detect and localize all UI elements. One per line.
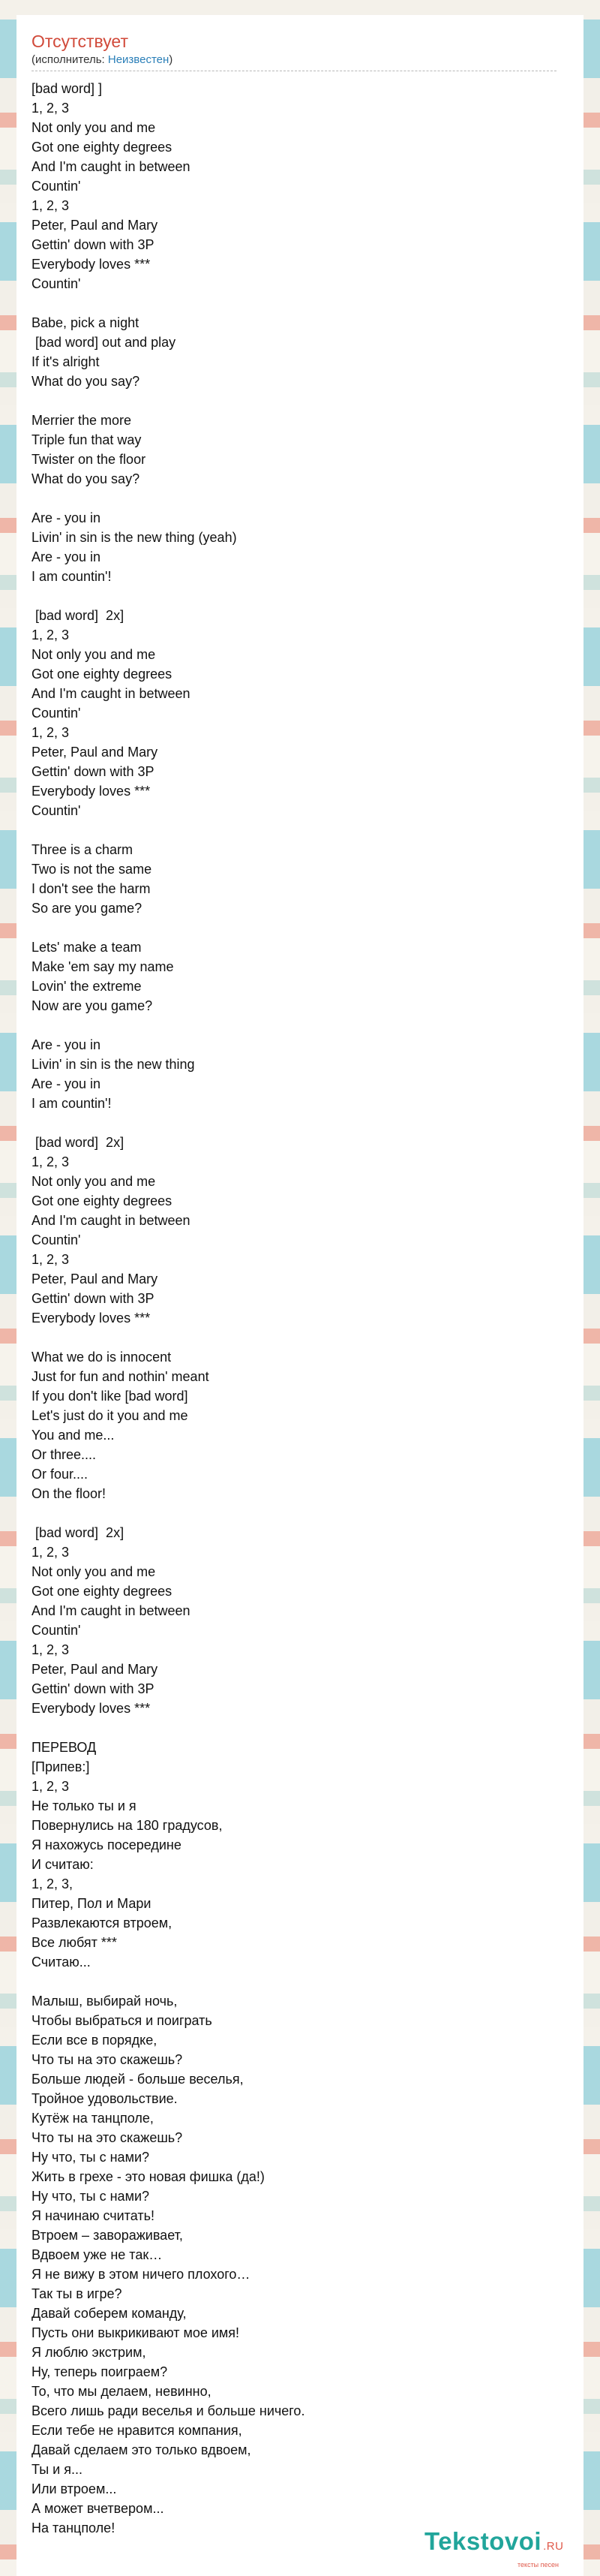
lyric-line: Больше людей - больше веселья, [32, 2072, 244, 2087]
lyric-line: So are you game? [32, 901, 142, 916]
lyric-line: And I'm caught in between [32, 159, 190, 174]
lyric-line: Twister on the floor [32, 452, 146, 467]
logo-domain: .RU [543, 2540, 564, 2553]
lyric-line: Countin' [32, 276, 81, 291]
lyric-line: 1, 2, 3 [32, 198, 70, 213]
lyric-line: ПЕРЕВОД [32, 1740, 97, 1755]
lyric-line: I don't see the harm [32, 881, 151, 896]
lyric-line [32, 586, 568, 606]
lyric-line: What we do is innocent [32, 1350, 172, 1365]
lyric-line: Got one eighty degrees [32, 1584, 172, 1599]
lyric-line: Втроем – завораживает, [32, 2228, 183, 2243]
lyric-line: Livin' in sin is the new thing [32, 1057, 195, 1072]
lyric-line: Are - you in [32, 1037, 101, 1052]
lyric-line: Countin' [32, 1623, 81, 1638]
lyric-line: Тройное удовольствие. [32, 2091, 178, 2106]
lyric-line: 1, 2, 3 [32, 1642, 70, 1657]
lyric-line [32, 1972, 568, 1991]
lyric-line [32, 391, 568, 411]
lyric-line: Countin' [32, 1232, 81, 1247]
lyric-line: Ты и я... [32, 2462, 82, 2477]
artist-prefix: (исполнитель: [32, 53, 108, 66]
lyric-line [32, 1503, 568, 1523]
lyric-line: [Припев:] [32, 1759, 90, 1774]
artist-link[interactable]: Неизвестен [107, 53, 170, 66]
lyric-line: Я люблю экстрим, [32, 2345, 146, 2360]
lyric-line: Countin' [32, 179, 81, 194]
lyric-line [32, 293, 568, 313]
lyric-line: Two is not the same [32, 862, 152, 877]
lyric-line: Я нахожусь посередине [32, 1837, 182, 1852]
lyric-line: Считаю... [32, 1955, 91, 1970]
lyric-line: And I'm caught in between [32, 1213, 190, 1228]
lyric-line: I am countin'! [32, 569, 112, 584]
lyric-line: Так ты в игре? [32, 2286, 122, 2301]
lyric-line: Что ты на это скажешь? [32, 2052, 183, 2067]
lyric-line: Всего лишь ради веселья и больше ничего. [32, 2403, 305, 2418]
lyric-line: 1, 2, 3, [32, 1876, 74, 1891]
lyric-line: Peter, Paul and Mary [32, 1271, 158, 1286]
lyric-line: Не только ты и я [32, 1798, 136, 1813]
lyric-line [32, 820, 568, 840]
lyric-line: Now are you game? [32, 998, 153, 1013]
lyric-line: Gettin' down with 3P [32, 237, 154, 252]
lyric-line: [bad word] 2x] [32, 1135, 124, 1150]
logo-tagline: тексты песен [518, 2561, 560, 2568]
lyric-line: You and me... [32, 1428, 115, 1443]
artist-suffix: ) [169, 53, 173, 66]
lyric-line: Got one eighty degrees [32, 667, 172, 682]
lyric-line: Я не вижу в этом ничего плохого… [32, 2267, 250, 2282]
lyric-line: Lets' make a team [32, 940, 142, 955]
lyric-line: On the floor! [32, 1486, 106, 1501]
lyric-line: Countin' [32, 803, 81, 818]
lyric-line: What do you say? [32, 374, 140, 389]
lyric-line: Are - you in [32, 510, 101, 525]
lyric-line: Everybody loves *** [32, 784, 151, 799]
lyric-line: [bad word] 2x] [32, 1525, 124, 1540]
lyric-line: I am countin'! [32, 1096, 112, 1111]
lyric-line: Развлекаются втроем, [32, 1915, 172, 1930]
lyric-line: Are - you in [32, 1076, 101, 1091]
lyric-line: Everybody loves *** [32, 1701, 151, 1716]
lyric-line: Что ты на это скажешь? [32, 2130, 183, 2145]
lyric-line: Peter, Paul and Mary [32, 1662, 158, 1677]
lyric-line: Everybody loves *** [32, 257, 151, 272]
lyrics-text [32, 79, 568, 2538]
lyric-line: Let's just do it you and me [32, 1408, 188, 1423]
lyric-line: Make 'em say my name [32, 959, 174, 974]
lyric-line: Кутёж на танцполе, [32, 2111, 154, 2126]
lyric-line: And I'm caught in between [32, 1603, 190, 1618]
lyric-line [32, 1328, 568, 1347]
lyric-line: [bad word] out and play [32, 335, 176, 350]
lyric-line: Got one eighty degrees [32, 140, 172, 155]
lyric-line: [bad word] ] [32, 81, 103, 96]
logo-wordmark [424, 2528, 597, 2560]
lyric-line: Питер, Пол и Мари [32, 1896, 152, 1911]
lyric-line: Or three.... [32, 1447, 97, 1462]
lyric-line: Если тебе не нравится компания, [32, 2423, 242, 2438]
lyric-line [32, 918, 568, 937]
lyric-line: What do you say? [32, 471, 140, 486]
lyric-line: Gettin' down with 3P [32, 764, 154, 779]
lyric-line: А может вчетвером... [32, 2501, 164, 2516]
lyric-line: Lovin' the extreme [32, 979, 142, 994]
site-logo[interactable] [424, 2527, 597, 2568]
lyric-line: Three is a charm [32, 842, 134, 857]
lyric-line: И считаю: [32, 1857, 94, 1872]
lyric-line: Not only you and me [32, 647, 156, 662]
lyric-line: Gettin' down with 3P [32, 1291, 154, 1306]
lyric-line [32, 489, 568, 508]
lyric-line: Чтобы выбраться и поиграть [32, 2013, 212, 2028]
lyric-line: Ну что, ты с нами? [32, 2150, 150, 2165]
lyric-line: Gettin' down with 3P [32, 1681, 154, 1696]
lyric-line: Merrier the more [32, 413, 132, 428]
lyric-line: Not only you and me [32, 1564, 156, 1579]
lyric-line: Not only you and me [32, 120, 156, 135]
lyric-line: Not only you and me [32, 1174, 156, 1189]
lyric-line: Just for fun and nothin' meant [32, 1369, 209, 1384]
lyric-line: Livin' in sin is the new thing (yeah) [32, 530, 237, 545]
lyric-line: If it's alright [32, 354, 100, 369]
lyric-line: If you don't like [bad word] [32, 1389, 188, 1404]
lyric-line: Давай соберем команду, [32, 2306, 187, 2321]
lyric-line: Are - you in [32, 549, 101, 564]
lyric-line: Малыш, выбирай ночь, [32, 1994, 178, 2009]
lyric-line: Жить в грехе - это новая фишка (да!) [32, 2169, 265, 2184]
lyric-line: 1, 2, 3 [32, 627, 70, 642]
lyric-line: Babe, pick a night [32, 315, 140, 330]
lyric-line: Got one eighty degrees [32, 1193, 172, 1208]
lyric-line [32, 1718, 568, 1738]
lyric-line [32, 1016, 568, 1035]
lyric-line: 1, 2, 3 [32, 1252, 70, 1267]
lyric-line: 1, 2, 3 [32, 1545, 70, 1560]
lyric-line: 1, 2, 3 [32, 1779, 70, 1794]
lyric-line: 1, 2, 3 [32, 101, 70, 116]
logo-name: Tekstovoi [424, 2527, 542, 2555]
lyric-line: 1, 2, 3 [32, 1154, 70, 1169]
lyric-line: Ну что, ты с нами? [32, 2189, 150, 2204]
lyric-line: And I'm caught in between [32, 686, 190, 701]
lyric-line: Everybody loves *** [32, 1311, 151, 1326]
lyric-line [32, 1113, 568, 1133]
lyric-line: Давай сделаем это только вдвоем, [32, 2442, 251, 2457]
lyric-line: То, что мы делаем, невинно, [32, 2384, 212, 2399]
lyric-line: Or four.... [32, 1467, 88, 1482]
lyric-line: Я начинаю считать! [32, 2208, 154, 2223]
lyric-line: Если все в порядке, [32, 2033, 158, 2048]
lyric-line: Вдвоем уже не так… [32, 2247, 163, 2262]
lyric-line: Ну, теперь поиграем? [32, 2364, 168, 2379]
lyrics-card [16, 15, 584, 2576]
lyric-line: Все любят *** [32, 1935, 117, 1950]
lyric-line: Peter, Paul and Mary [32, 745, 158, 760]
lyric-line: Или втроем... [32, 2481, 117, 2496]
lyric-line: Повернулись на 180 градусов, [32, 1818, 223, 1833]
lyric-line: [bad word] 2x] [32, 608, 124, 623]
song-title: Отсутствует [32, 32, 128, 51]
lyric-line: Peter, Paul and Mary [32, 218, 158, 233]
lyric-line: На танцполе! [32, 2520, 116, 2535]
artist-line [32, 53, 556, 71]
lyric-line: Пусть они выкрикивают мое имя! [32, 2325, 240, 2340]
lyric-line: Countin' [32, 706, 81, 721]
lyric-line: 1, 2, 3 [32, 725, 70, 740]
lyric-line: Triple fun that way [32, 432, 142, 447]
